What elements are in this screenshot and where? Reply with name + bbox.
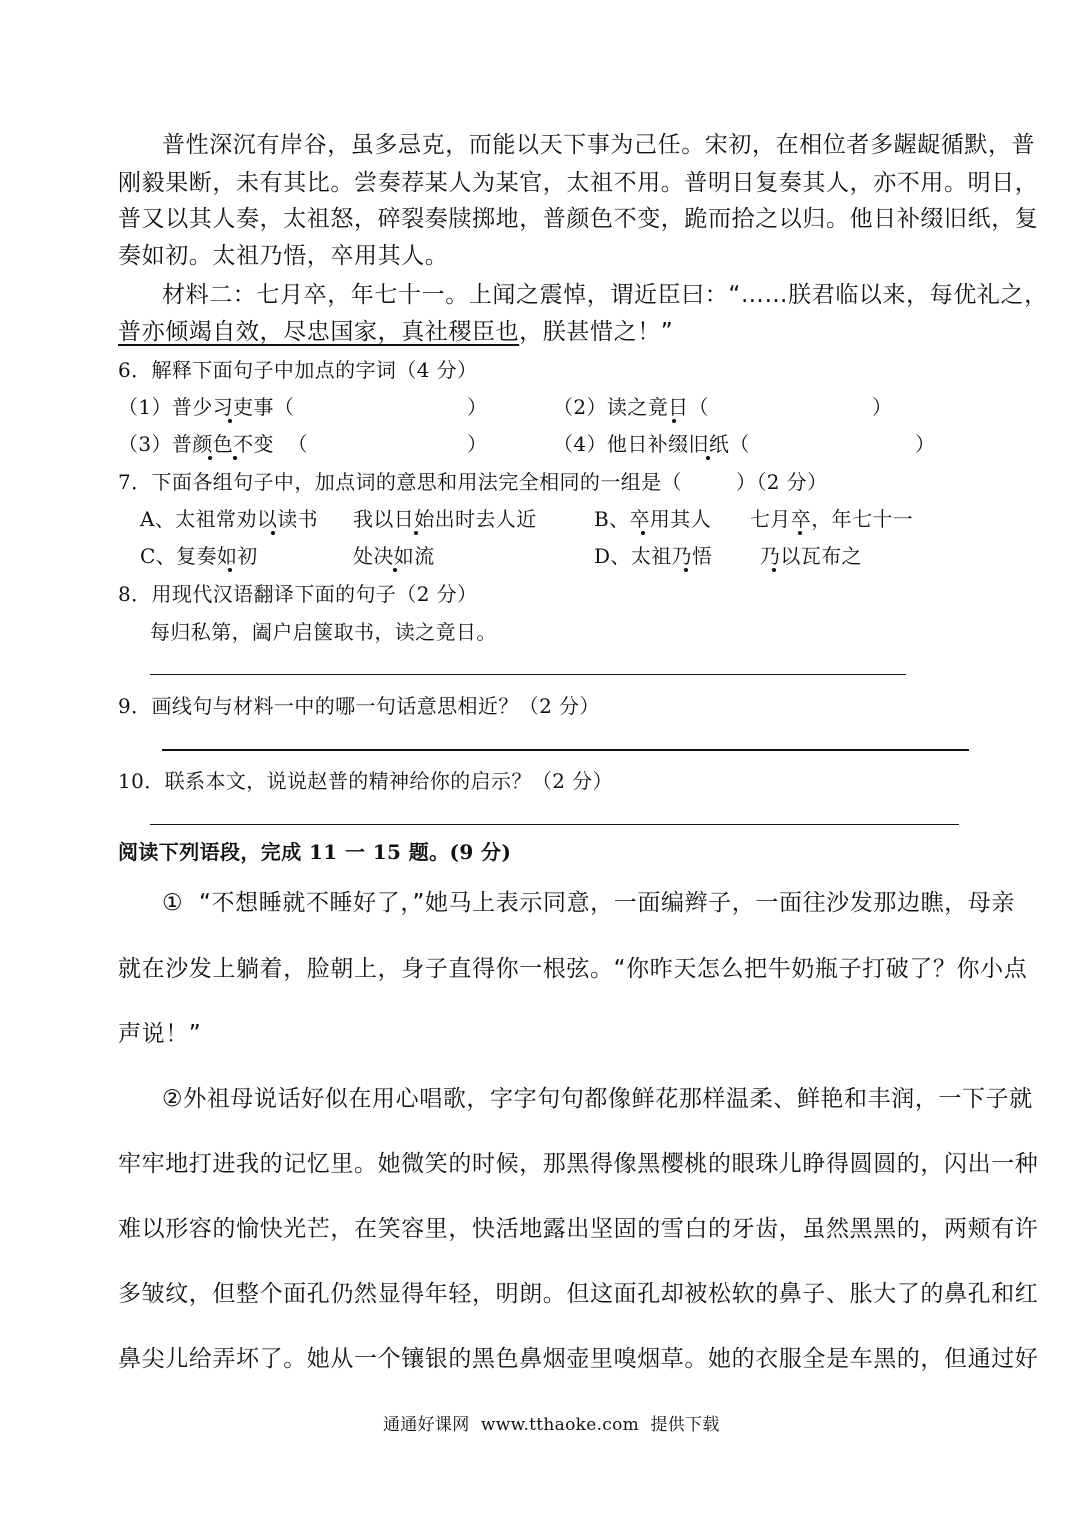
underlined-sentence: 普亦倾竭自效，尽忠国家，真社稷臣也 — [118, 319, 520, 345]
q6-item-3-close: ） — [467, 432, 488, 456]
material2-line: 材料二：七月卒，年七十一。上闻之震悼，谓近臣曰：“……朕君临以来，每优礼之， — [162, 282, 1048, 308]
q7-option-c-1: C、复奏如初 — [140, 544, 258, 568]
passage-line: 普性深沉有岸谷，虽多忌克，而能以天下事为己任。宋初，在相位者多龌龊循默，普 — [162, 132, 1036, 158]
page-footer: 通通好课网 www.tthaoke.com 提供下载 — [383, 1415, 720, 1435]
q7-title: 7．下面各组句子中，加点词的意思和用法完全相同的一组是（ ）（2 分） — [118, 470, 828, 494]
q7-option-d-1: D、太祖乃悟 — [594, 544, 713, 568]
emphasis-dot — [233, 456, 237, 460]
section2-line: ②外祖母说话好似在用心唱歌，字字句句都像鲜花那样温柔、鲜艳和丰润，一下子就 — [162, 1086, 1033, 1112]
emphasis-dot — [414, 531, 418, 535]
answer-line — [150, 824, 959, 825]
q9-title: 9．画线句与材料一中的哪一句话意思相近？（2 分） — [118, 694, 600, 718]
section2-line: 就在沙发上躺着，脸朝上，身子直得你一根弦。“你昨天怎么把牛奶瓶子打破了？你小点 — [118, 956, 1028, 982]
q7-option-d-2: 乃以瓦布之 — [760, 544, 862, 568]
emphasis-dot — [228, 419, 232, 423]
passage-line: 奏如初。太祖乃悟，卒用其人。 — [118, 243, 449, 269]
q7-option-b-2: 七月卒，年七十一 — [750, 507, 914, 531]
emphasis-dot — [798, 531, 802, 535]
section2-line: 声说！” — [118, 1021, 202, 1047]
q6-item-1-close: ） — [467, 395, 488, 419]
section2-heading: 阅读下列语段，完成 11 一 15 题。(9 分) — [118, 840, 512, 864]
q7-option-a-2: 我以日始出时去人近 — [353, 507, 537, 531]
answer-line — [150, 674, 906, 675]
emphasis-dot — [393, 568, 397, 572]
q7-option-c-2: 处决如流 — [353, 544, 435, 568]
section2-line: 难以形容的愉快光芒，在笑容里，快活地露出坚固的雪白的牙齿，虽然黑黑的，两颊有许 — [118, 1216, 1039, 1242]
emphasis-dot — [684, 568, 688, 572]
emphasis-dot — [641, 531, 645, 535]
section2-line: ① “不想睡就不睡好了，”她马上表示同意，一面编辫子，一面往沙发那边瞧，母亲 — [162, 890, 1015, 916]
q10-title: 10．联系本文，说说赵普的精神给你的启示？（2 分） — [118, 769, 613, 793]
section2-line: 牢牢地打进我的记忆里。她微笑的时候，那黑得像黑樱桃的眼珠儿睁得圆圆的，闪出一种 — [118, 1151, 1039, 1177]
q6-item-2: （2）读之竟日（ — [553, 395, 709, 419]
q8-title: 8．用现代汉语翻译下面的句子（2 分） — [118, 582, 478, 606]
section2-line: 鼻尖儿给弄坏了。她从一个镶银的黑色鼻烟壶里嗅烟草。她的衣服全是车黑的，但通过好 — [118, 1346, 1039, 1372]
q6-item-4: （4）他日补缀旧纸（ — [553, 432, 750, 456]
emphasis-dot — [228, 568, 232, 572]
emphasis-dot — [706, 456, 710, 460]
emphasis-dot — [208, 456, 212, 460]
material2-tail: ，朕甚惜之！” — [519, 319, 674, 345]
q7-option-b-1: B、卒用其人 — [594, 507, 712, 531]
passage-line: 普又以其人奏，太祖怒，碎裂奏牍掷地，普颜色不变，跪而拾之以归。他日补缀旧纸，复 — [118, 206, 1039, 232]
passage-line: 刚毅果断，未有其比。尝奏荐某人为某官，太祖不用。普明日复奏其人，亦不用。明日， — [118, 170, 1039, 196]
q6-item-2-close: ） — [872, 395, 893, 419]
emphasis-dot — [271, 531, 275, 535]
emphasis-dot — [772, 568, 776, 572]
emphasis-dot — [672, 419, 676, 423]
q6-title: 6．解释下面句子中加点的字词（4 分） — [118, 358, 478, 382]
q7-option-a-1: A、太祖常劝以读书 — [140, 507, 319, 531]
q6-item-4-close: ） — [915, 432, 936, 456]
q6-item-1: （1）普少习吏事（ — [118, 395, 295, 419]
q6-item-3: （3）普颜色不变 （ — [118, 432, 308, 456]
material2-line-2 — [118, 313, 673, 346]
q8-sentence: 每归私第，阖户启箧取书，读之竟日。 — [150, 620, 497, 644]
section2-line: 多皱纹，但整个面孔仍然显得年轻，明朗。但这面孔却被松软的鼻子、胀大了的鼻孔和红 — [118, 1281, 1039, 1307]
answer-line — [162, 749, 969, 751]
